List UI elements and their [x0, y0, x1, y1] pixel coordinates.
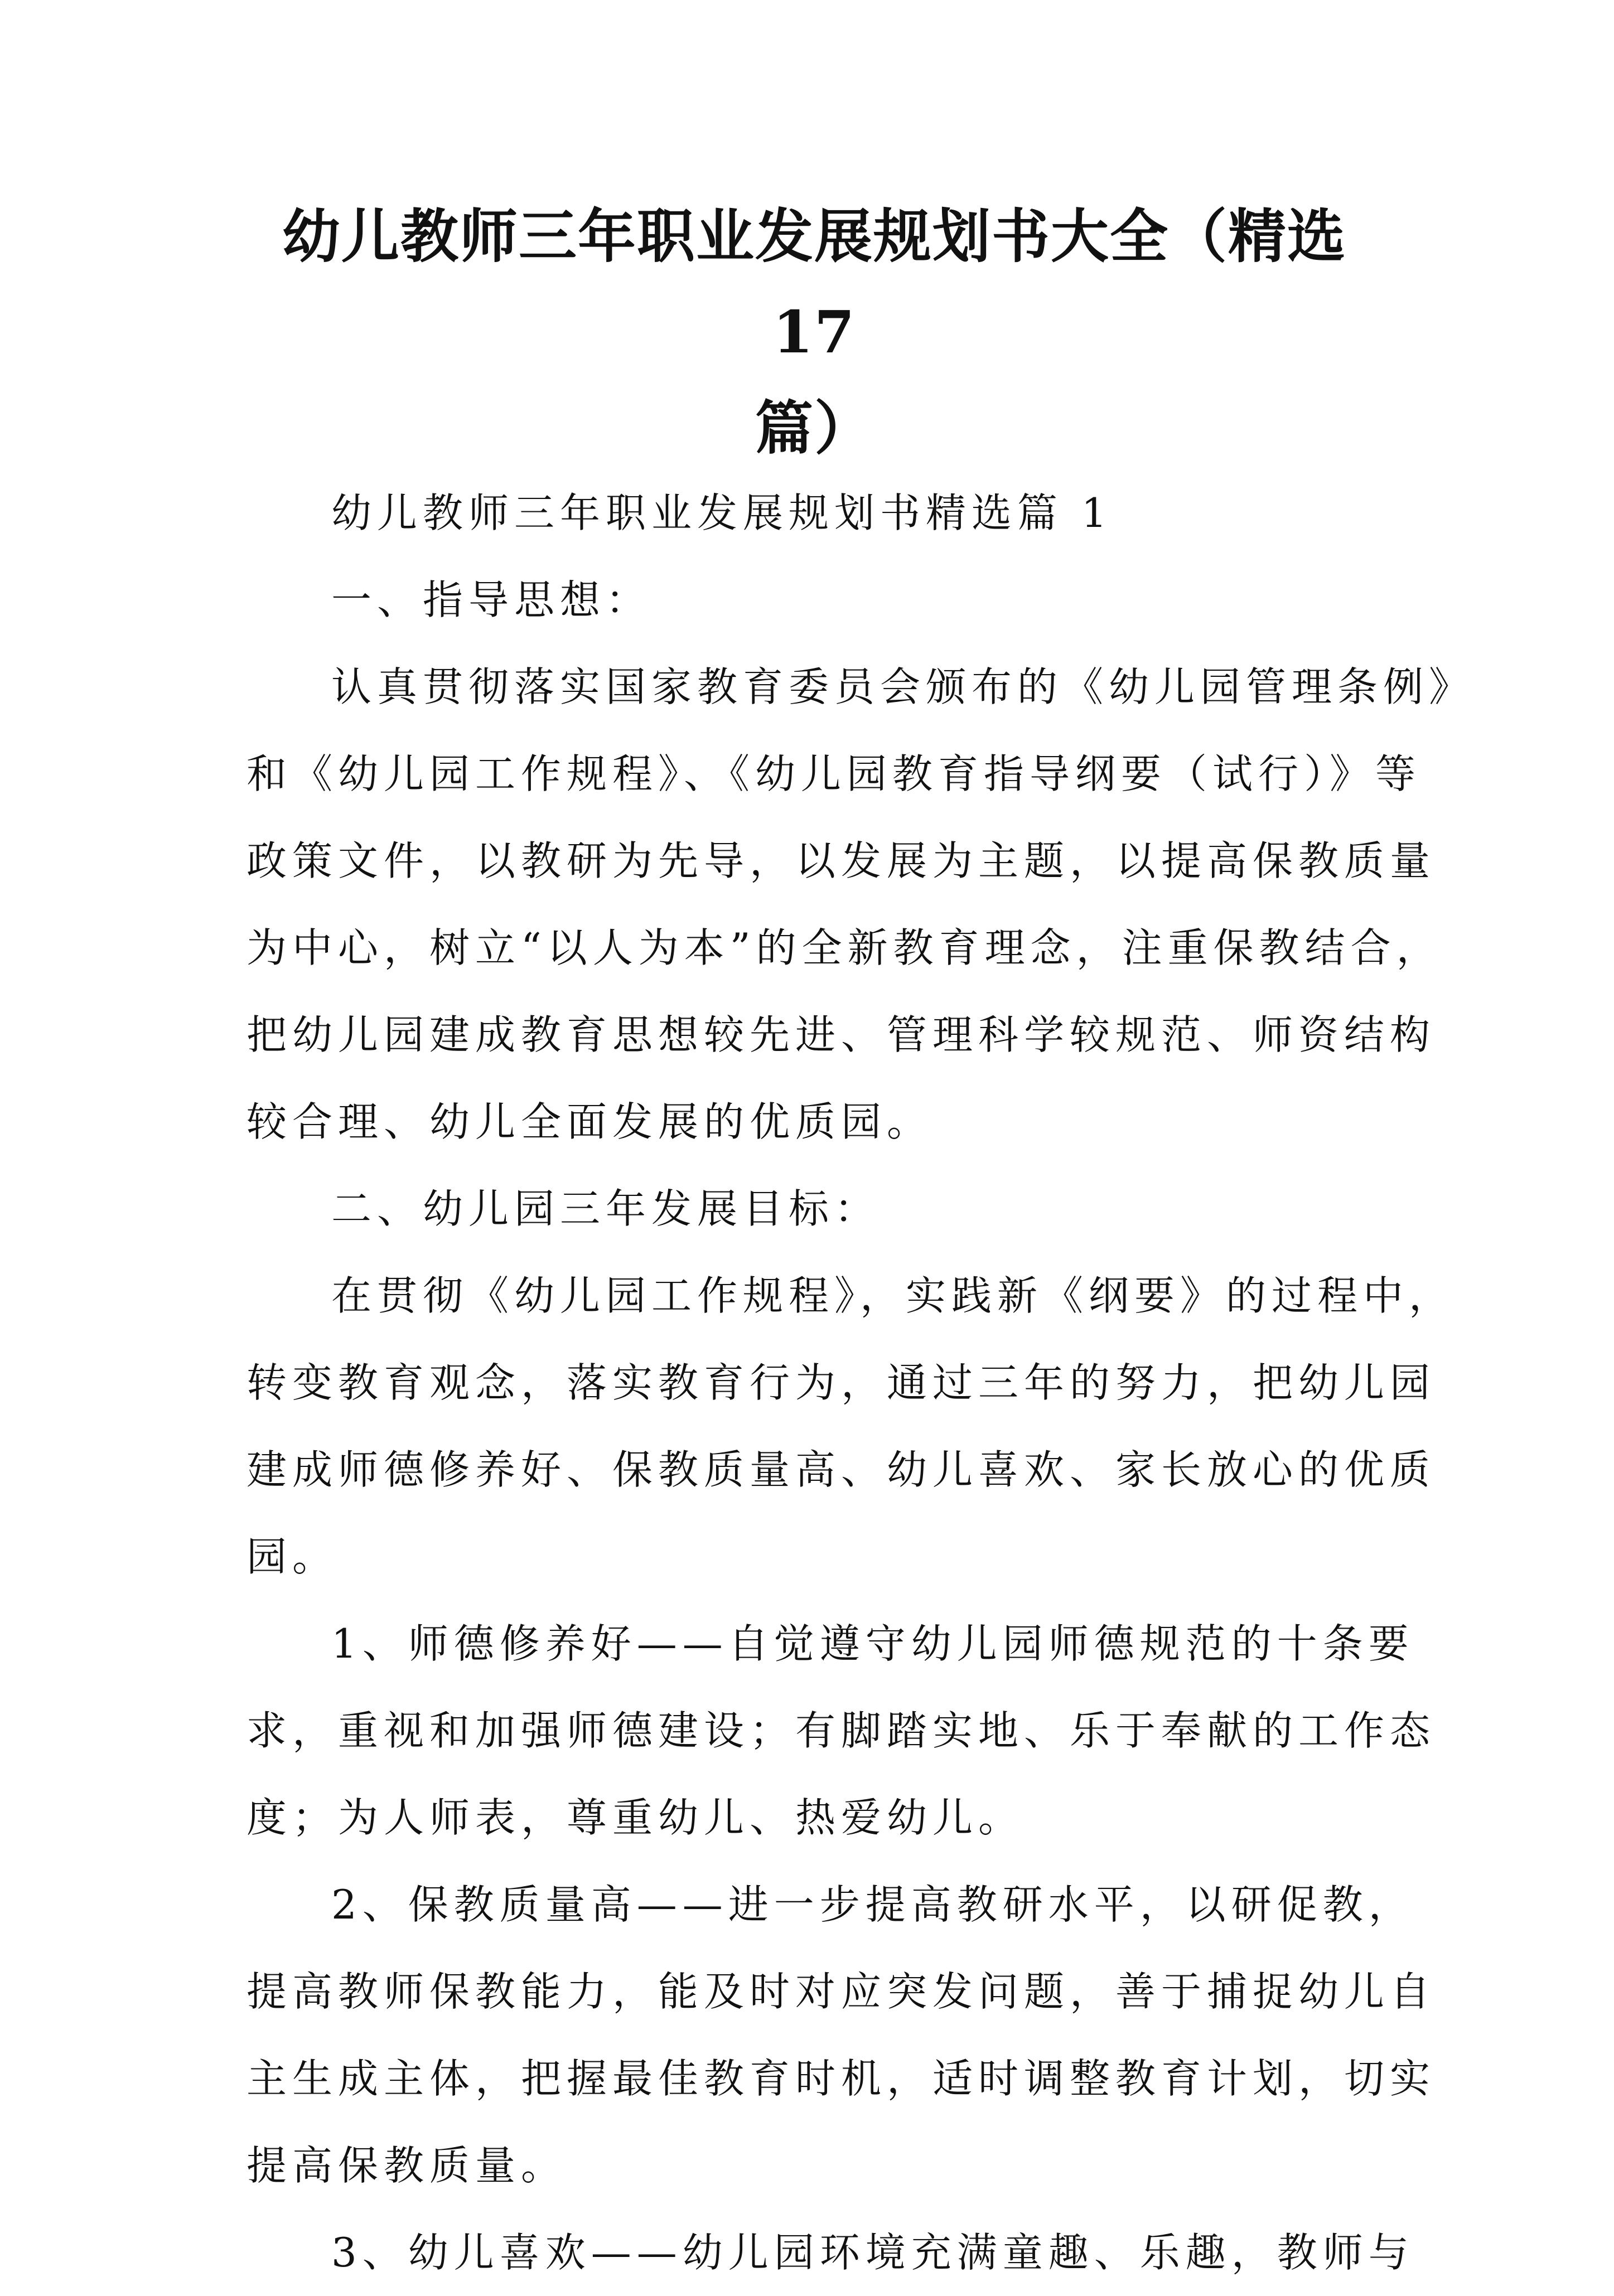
body-line: 2、保教质量高——进一步提高教研水平，以研促教，: [331, 1881, 1414, 1928]
body-line: 和《幼儿园工作规程》、《幼儿园教育指导纲要（试行）》等: [247, 750, 1422, 797]
body-line: 求，重视和加强师德建设；有脚踏实地、乐于奉献的工作态: [247, 1707, 1436, 1754]
body-line: 把幼儿园建成教育思想较先进、管理科学较规范、师资结构: [247, 1011, 1436, 1058]
body-line: 二、幼儿园三年发展目标：: [331, 1185, 881, 1232]
title-line: 幼儿教师三年职业发展规划书大全（精选 17: [282, 202, 1346, 366]
body-line: 为中心，树立“以人为本”的全新教育理念，注重保教结合，: [247, 924, 1442, 971]
body-line: 提高教师保教能力，能及时对应突发问题，善于捕捉幼儿自: [247, 1968, 1436, 2015]
document-title: [245, 188, 1383, 476]
body-line: 度；为人师表，尊重幼儿、热爱幼儿。: [247, 1794, 1025, 1841]
body-line: 园。: [247, 1533, 339, 1580]
body-line: 幼儿教师三年职业发展规划书精选篇 1: [331, 490, 1113, 536]
body-line: 一、指导思想：: [331, 577, 652, 623]
body-line: 1、师德修养好——自觉遵守幼儿园师德规范的十条要: [331, 1620, 1414, 1667]
body-line: 3、幼儿喜欢——幼儿园环境充满童趣、乐趣，教师与: [331, 2229, 1414, 2276]
body-line: 较合理、幼儿全面发展的优质园。: [247, 1098, 933, 1145]
body-line: 转变教育观念，落实教育行为，通过三年的努力，把幼儿园: [247, 1359, 1436, 1406]
body-line: 建成师德修养好、保教质量高、幼儿喜欢、家长放心的优质: [247, 1446, 1436, 1493]
document-body: [247, 469, 1475, 2296]
body-line: 提高保教质量。: [247, 2142, 567, 2189]
title-line: 篇）: [755, 394, 873, 462]
body-line: 主生成主体，把握最佳教育时机，适时调整教育计划，切实: [247, 2055, 1436, 2102]
body-line: 认真贯彻落实国家教育委员会颁布的《幼儿园管理条例》: [331, 663, 1475, 710]
body-line: 政策文件，以教研为先导，以发展为主题，以提高保教质量: [247, 837, 1436, 884]
body-line: 在贯彻《幼儿园工作规程》，实践新《纲要》的过程中，: [331, 1272, 1455, 1319]
